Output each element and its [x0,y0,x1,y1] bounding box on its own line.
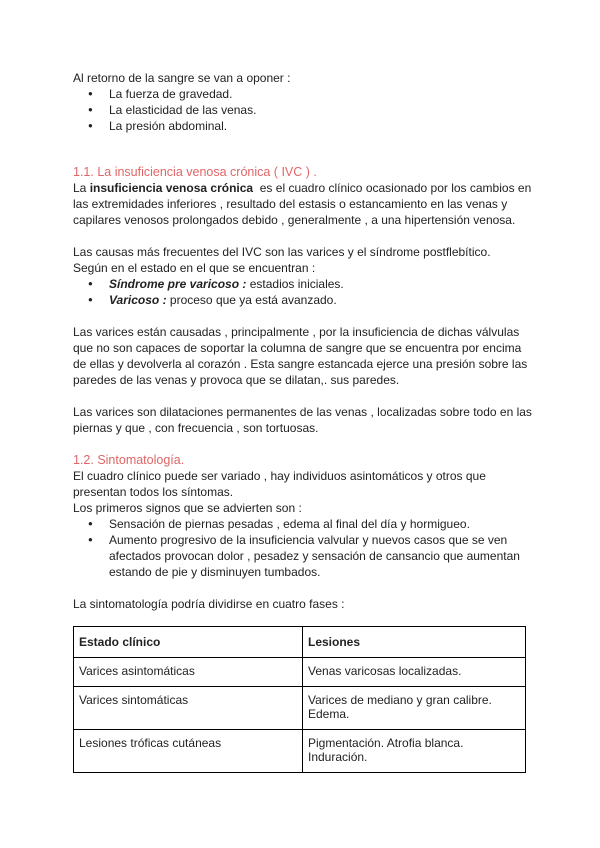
document-page [73,70,533,773]
intro-text: Al retorno de la sangre se van a oponer : [73,71,291,85]
state-term: Varicoso : [109,293,167,307]
clinical-table [73,626,526,773]
symptoms-intro: El cuadro clínico puede ser variado , hay individuos asintomáticos y otros que presentan todos los síntomas. [73,469,486,499]
section-heading: 1.1. La insuficiencia venosa crónica ( IVC ) . [73,165,317,179]
varices-cause-paragraph: Las varices están causadas , principalmente , por la insuficiencia de dichas válvulas que no son capaces de soportar la columna de sangre que se encuentra por encima de ellas y devolverla al corazón . Esta sangre estancada ejerce una presión sobre las paredes de las venas y provoca que se dilatan,. sus paredes. [73,325,528,387]
list-item: ● La fuerza de gravedad. [73,86,533,102]
list-item: ● Sensación de piernas pesadas , edema al final del día y hormigueo. [73,516,533,532]
state-desc: proceso que ya está avanzado. [166,293,337,307]
table-row [74,687,526,730]
table-cell: Varices de mediano y gran calibre. Edema. [303,687,526,730]
table-cell: Varices asintomáticas [74,658,303,687]
first-signs-text: Los primeros signos que se advierten son : [73,501,302,515]
table-cell: Venas varicosas localizadas. [303,658,526,687]
definition-rest: es el cuadro clínico ocasionado por los cambios en las extremidades inferiores , resultado del estasis o estancamiento en las venas y capilares venosos prolongados debido , generalmente , a una hipertensión venosa. [73,181,535,227]
state-desc: estadios iniciales. [246,277,344,291]
table-header-cell: Estado clínico [74,627,303,658]
phases-text: La sintomatología podría dividirse en cuatro fases : [73,597,345,611]
varices-definition-paragraph: Las varices son dilataciones permanentes de las venas , localizadas sobre todo en las piernas y que , con frecuencia , son tortuosas. [73,405,532,435]
section-heading: 1.2. Sintomatología. [73,453,185,467]
list-item: ● La elasticidad de las venas. [73,102,533,118]
list-item: ● Aumento progresivo de la insuficiencia valvular y nuevos casos que se ven afectados provocan dolor , pesadez y sensación de cansancio que aumentan estando de pie y disminuyen tumbados. [73,532,533,580]
states-list [73,276,533,308]
list-item [73,292,533,308]
list-item [73,276,533,292]
table-header-row [74,627,526,658]
definition-start: La [73,181,90,195]
table-cell: Varices sintomáticas [74,687,303,730]
table-cell: Pigmentación. Atrofia blanca. Induración. [303,730,526,773]
states-intro: Según en el estado en el que se encuentran : [73,261,316,275]
list-item: ● La presión abdominal. [73,118,533,134]
intro-list [73,86,533,134]
table-row [74,730,526,773]
table-cell: Lesiones tróficas cutáneas [74,730,303,773]
causes-paragraph: Las causas más frecuentes del IVC son las varices y el síndrome postflebítico. [73,245,491,259]
signs-list [73,516,533,580]
definition-paragraph [73,180,533,228]
table-header-cell: Lesiones [303,627,526,658]
state-term: Síndrome pre varicoso : [109,277,247,291]
table-row [74,658,526,687]
definition-term: insuficiencia venosa crónica [89,181,254,195]
